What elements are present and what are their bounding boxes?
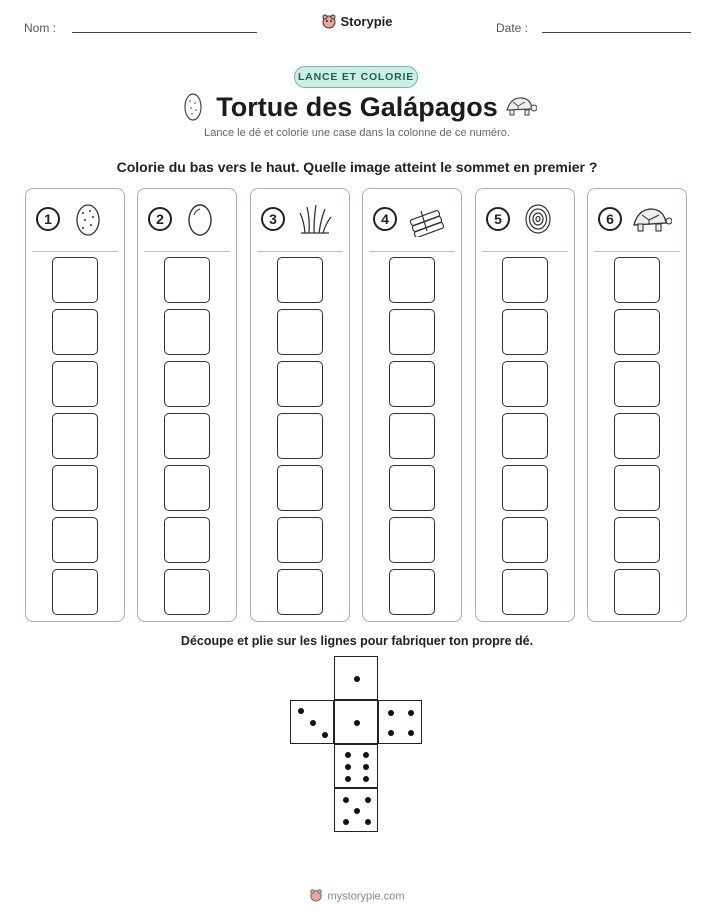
tortoise-icon (503, 94, 537, 123)
coloring-box[interactable] (614, 361, 660, 407)
column-divider (144, 251, 230, 252)
cut-instruction: Découpe et plie sur les lignes pour fabriquer ton propre dé. (180, 634, 534, 648)
column-number: 1 (36, 207, 60, 231)
coloring-box[interactable] (164, 465, 210, 511)
footer-url: mystorypie.com (327, 890, 405, 903)
coloring-box[interactable] (277, 309, 323, 355)
coloring-box[interactable] (389, 517, 435, 563)
dice-pip (408, 730, 414, 736)
dice-pip (354, 676, 360, 682)
column-number: 4 (373, 207, 397, 231)
dice-pip (322, 732, 328, 738)
coloring-box[interactable] (52, 257, 98, 303)
coloring-box[interactable] (389, 569, 435, 615)
column-number: 3 (261, 207, 285, 231)
shell-pattern-icon (520, 201, 560, 237)
date-label: Date : (496, 21, 529, 35)
dice-pip (408, 710, 414, 716)
dice-column-1 (25, 188, 125, 622)
dice-pip (354, 808, 360, 814)
coloring-box[interactable] (614, 517, 660, 563)
coloring-box[interactable] (164, 257, 210, 303)
coloring-box[interactable] (389, 413, 435, 459)
column-divider (369, 251, 455, 252)
dice-pip (354, 720, 360, 726)
dice-pip (310, 720, 316, 726)
cactus-icon (70, 201, 110, 237)
dice-pip (363, 764, 369, 770)
dice-net (290, 656, 424, 834)
storypie-logo-icon (321, 13, 337, 32)
dice-column-3 (250, 188, 350, 622)
coloring-box[interactable] (502, 465, 548, 511)
coloring-box[interactable] (164, 413, 210, 459)
coloring-box[interactable] (502, 413, 548, 459)
dice-pip (343, 797, 349, 803)
page-title: Tortue des Galápagos (216, 92, 498, 122)
dice-column-2 (137, 188, 237, 622)
coloring-box[interactable] (502, 257, 548, 303)
dice-face-5 (334, 788, 378, 832)
coloring-box[interactable] (614, 413, 660, 459)
dice-face-4 (378, 700, 422, 744)
coloring-box[interactable] (277, 517, 323, 563)
coloring-box[interactable] (502, 569, 548, 615)
column-divider (257, 251, 343, 252)
dice-pip (298, 708, 304, 714)
coloring-box[interactable] (164, 309, 210, 355)
coloring-box[interactable] (614, 257, 660, 303)
dice-column-5 (475, 188, 575, 622)
coloring-box[interactable] (614, 309, 660, 355)
coloring-box[interactable] (164, 517, 210, 563)
dice-pip (388, 710, 394, 716)
column-divider (594, 251, 680, 252)
coloring-box[interactable] (277, 413, 323, 459)
coloring-box[interactable] (389, 309, 435, 355)
column-number: 5 (486, 207, 510, 231)
coloring-box[interactable] (389, 361, 435, 407)
dice-face-1 (334, 656, 378, 700)
coloring-box[interactable] (502, 517, 548, 563)
coloring-box[interactable] (164, 569, 210, 615)
dice-face-3 (290, 700, 334, 744)
brand-name: Storypie (340, 13, 393, 29)
coloring-box[interactable] (614, 465, 660, 511)
coloring-box[interactable] (389, 465, 435, 511)
tortoise-icon (632, 201, 672, 237)
dice-pip (343, 819, 349, 825)
dice-pip (345, 764, 351, 770)
egg-icon (182, 201, 222, 237)
coloring-box[interactable] (502, 361, 548, 407)
coloring-box[interactable] (502, 309, 548, 355)
dice-face-6 (334, 744, 378, 788)
coloring-box[interactable] (52, 309, 98, 355)
dice-pip (363, 776, 369, 782)
column-number: 6 (598, 207, 622, 231)
dice-pip (365, 819, 371, 825)
dice-pip (345, 776, 351, 782)
dice-pip (388, 730, 394, 736)
column-divider (32, 251, 118, 252)
coloring-box[interactable] (277, 465, 323, 511)
dice-column-6 (587, 188, 687, 622)
sugarcane-bundle-icon (407, 201, 447, 237)
coloring-box[interactable] (614, 569, 660, 615)
coloring-box[interactable] (52, 569, 98, 615)
instruction: Colorie du bas vers le haut. Quelle image atteint le sommet en premier ? (116, 159, 598, 175)
coloring-box[interactable] (164, 361, 210, 407)
name-label: Nom : (24, 21, 57, 35)
coloring-box[interactable] (52, 465, 98, 511)
coloring-box[interactable] (52, 413, 98, 459)
grass-icon (295, 201, 335, 237)
coloring-box[interactable] (277, 257, 323, 303)
coloring-box[interactable] (277, 361, 323, 407)
brand (0, 13, 714, 32)
dice-column-4 (362, 188, 462, 622)
date-line (542, 32, 691, 33)
column-divider (482, 251, 568, 252)
footer (0, 888, 714, 905)
coloring-box[interactable] (277, 569, 323, 615)
name-line (72, 32, 257, 33)
subtitle: Lance le dé et colorie une case dans la colonne de ce numéro. (204, 127, 510, 139)
coloring-box[interactable] (52, 361, 98, 407)
dice-face-1 (334, 700, 378, 744)
dice-pip (365, 797, 371, 803)
activity-badge: LANCE ET COLORIE (294, 66, 418, 88)
coloring-box[interactable] (389, 257, 435, 303)
column-number: 2 (148, 207, 172, 231)
footer-logo-icon (309, 888, 323, 905)
dice-pip (363, 752, 369, 758)
dice-pip (345, 752, 351, 758)
coloring-box[interactable] (52, 517, 98, 563)
